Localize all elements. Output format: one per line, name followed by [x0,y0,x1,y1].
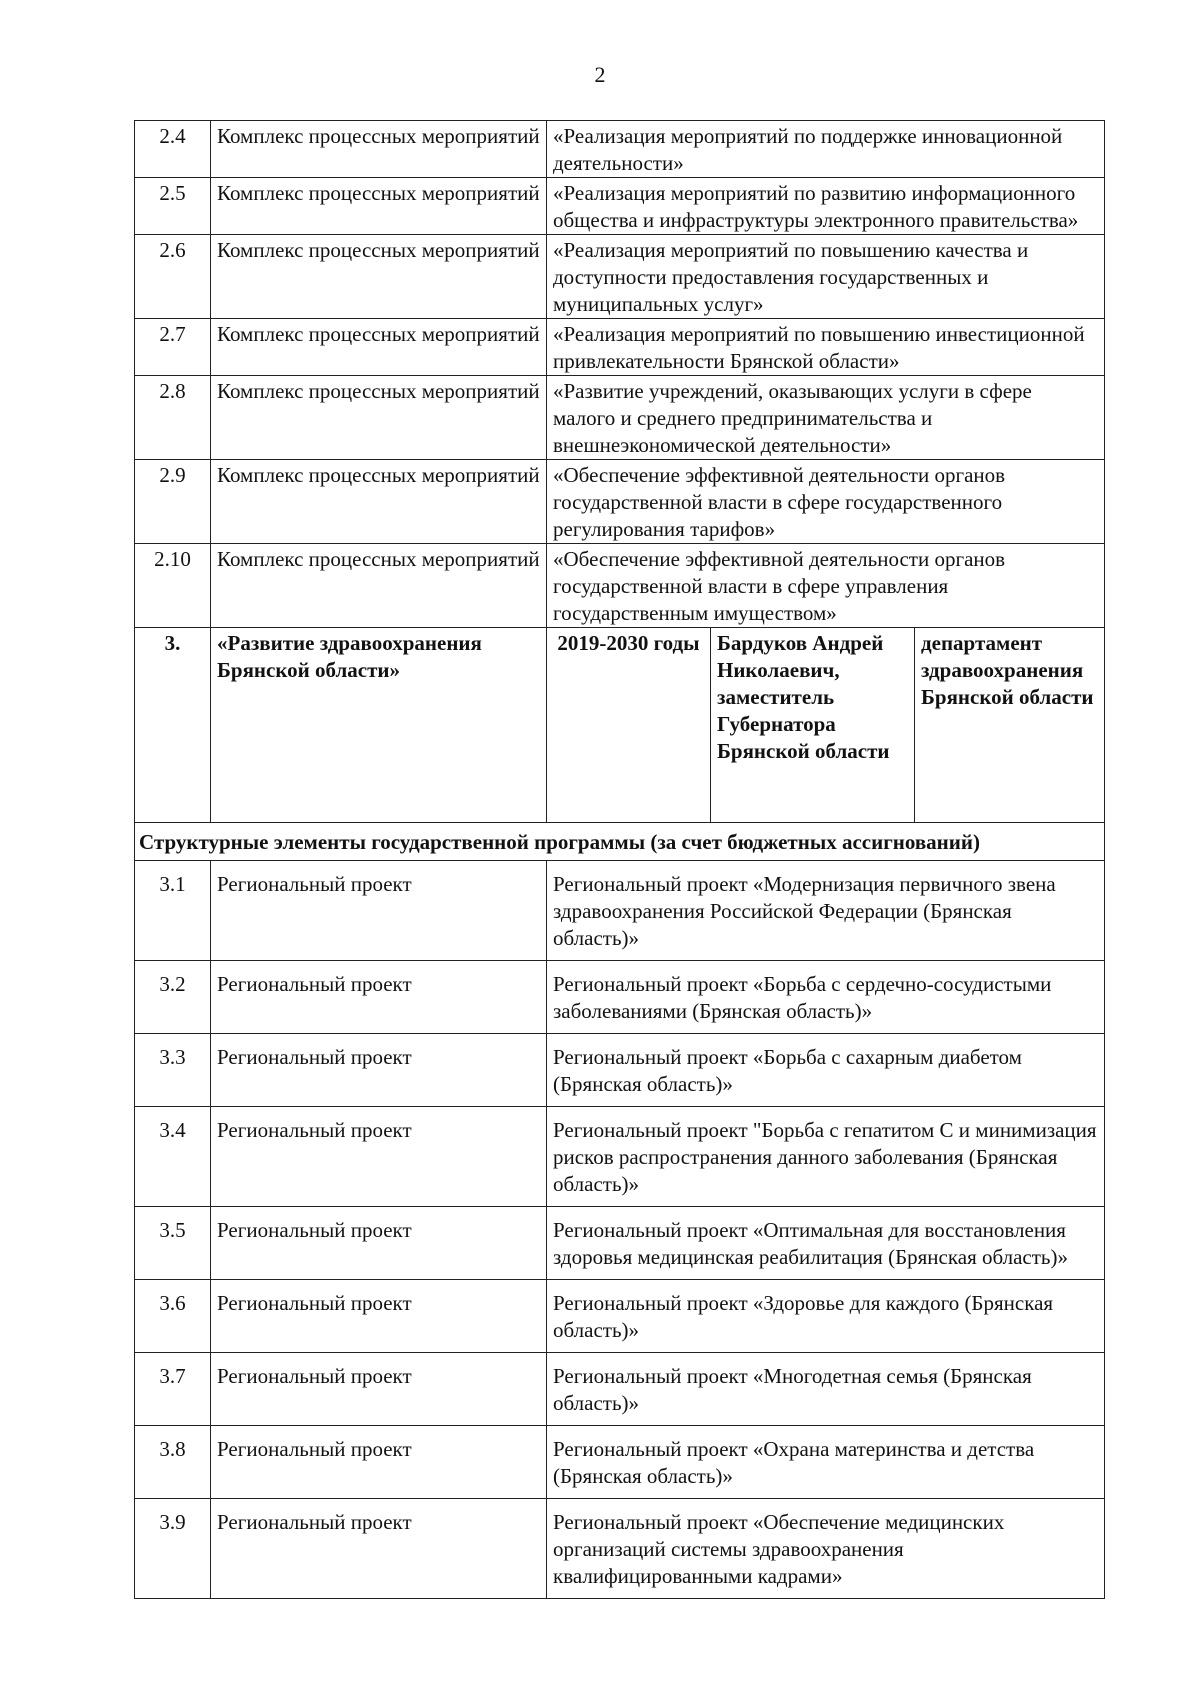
table-row [135,1280,1105,1353]
row-num: 2.10 [135,544,211,628]
table-row [135,1499,1105,1599]
table-row [135,319,1105,376]
table-row [135,1034,1105,1107]
table-body-part2 [135,861,1105,1599]
row-description: «Обеспечение эффективной деятельности органов государственной власти в сфере государственного регулирования тарифов» [547,460,1105,544]
row-description: Региональный проект «Обеспечение медицинских организаций системы здравоохранения квалифицированными кадрами» [547,1499,1105,1599]
table-body-program [135,628,1105,861]
row-description: Региональный проект "Борьба с гепатитом С и минимизация рисков распространения данного заболевания (Брянская область)» [547,1107,1105,1207]
row-type: Комплекс процессных мероприятий [211,460,547,544]
row-num: 2.7 [135,319,211,376]
row-description: «Реализация мероприятий по поддержке инновационной деятельности» [547,121,1105,178]
table-row [135,1107,1105,1207]
row-description: Региональный проект «Модернизация первичного звена здравоохранения Российской Федерации (Брянская область)» [547,861,1105,961]
row-type: Региональный проект [211,1353,547,1426]
program-num: 3. [135,628,211,823]
table-row [135,121,1105,178]
table-body-part1 [135,121,1105,628]
row-num: 3.9 [135,1499,211,1599]
row-num: 2.9 [135,460,211,544]
row-description: Региональный проект «Многодетная семья (Брянская область)» [547,1353,1105,1426]
row-type: Комплекс процессных мероприятий [211,376,547,460]
table-row [135,178,1105,235]
row-type: Региональный проект [211,1499,547,1599]
row-num: 3.6 [135,1280,211,1353]
page-number: 2 [594,62,606,87]
table-row [135,1353,1105,1426]
programs-table [134,120,1105,1599]
row-num: 3.1 [135,861,211,961]
table-row [135,376,1105,460]
row-num: 3.4 [135,1107,211,1207]
row-description: «Развитие учреждений, оказывающих услуги в сфере малого и среднего предпринимательства и внешнеэкономической деятельности» [547,376,1105,460]
table-row [135,235,1105,319]
table-row [135,1426,1105,1499]
row-type: Комплекс процессных мероприятий [211,178,547,235]
row-type: Региональный проект [211,961,547,1034]
row-type: Региональный проект [211,1280,547,1353]
row-description: «Реализация мероприятий по повышению качества и доступности предоставления государственных и муниципальных услуг» [547,235,1105,319]
row-description: «Обеспечение эффективной деятельности органов государственной власти в сфере управления государственным имуществом» [547,544,1105,628]
row-num: 3.2 [135,961,211,1034]
row-type: Региональный проект [211,1107,547,1207]
row-description: Региональный проект «Оптимальная для восстановления здоровья медицинская реабилитация (Брянская область)» [547,1207,1105,1280]
row-description: Региональный проект «Борьба с сахарным диабетом (Брянская область)» [547,1034,1105,1107]
program-name: «Развитие здравоохранения Брянской области» [211,628,547,823]
section-header: Структурные элементы государственной программы (за счет бюджетных ассигнований) [135,823,1105,861]
row-description: «Реализация мероприятий по повышению инвестиционной привлекательности Брянской области» [547,319,1105,376]
table-row [135,961,1105,1034]
row-type: Комплекс процессных мероприятий [211,319,547,376]
row-description: Региональный проект «Охрана материнства и детства (Брянская область)» [547,1426,1105,1499]
row-num: 2.5 [135,178,211,235]
program-curator: Бардуков Андрей Николаевич, заместитель Губернатора Брянской области [711,628,915,823]
program-period: 2019-2030 годы [547,628,711,823]
table-row [135,861,1105,961]
row-num: 3.7 [135,1353,211,1426]
row-type: Региональный проект [211,1207,547,1280]
row-description: Региональный проект «Здоровье для каждого (Брянская область)» [547,1280,1105,1353]
row-num: 2.8 [135,376,211,460]
table-row [135,544,1105,628]
row-type: Комплекс процессных мероприятий [211,121,547,178]
row-description: «Реализация мероприятий по развитию информационного общества и инфраструктуры электронного правительства» [547,178,1105,235]
table-row [135,460,1105,544]
row-num: 2.4 [135,121,211,178]
row-type: Региональный проект [211,1426,547,1499]
row-type: Комплекс процессных мероприятий [211,235,547,319]
section-header-row [135,823,1105,861]
program-executor: департамент здравоохранения Брянской области [915,628,1105,823]
row-type: Региональный проект [211,861,547,961]
row-description: Региональный проект «Борьба с сердечно-сосудистыми заболеваниями (Брянская область)» [547,961,1105,1034]
program-row [135,628,1105,823]
row-num: 3.8 [135,1426,211,1499]
row-num: 3.3 [135,1034,211,1107]
row-type: Комплекс процессных мероприятий [211,544,547,628]
table-row [135,1207,1105,1280]
row-type: Региональный проект [211,1034,547,1107]
row-num: 3.5 [135,1207,211,1280]
row-num: 2.6 [135,235,211,319]
